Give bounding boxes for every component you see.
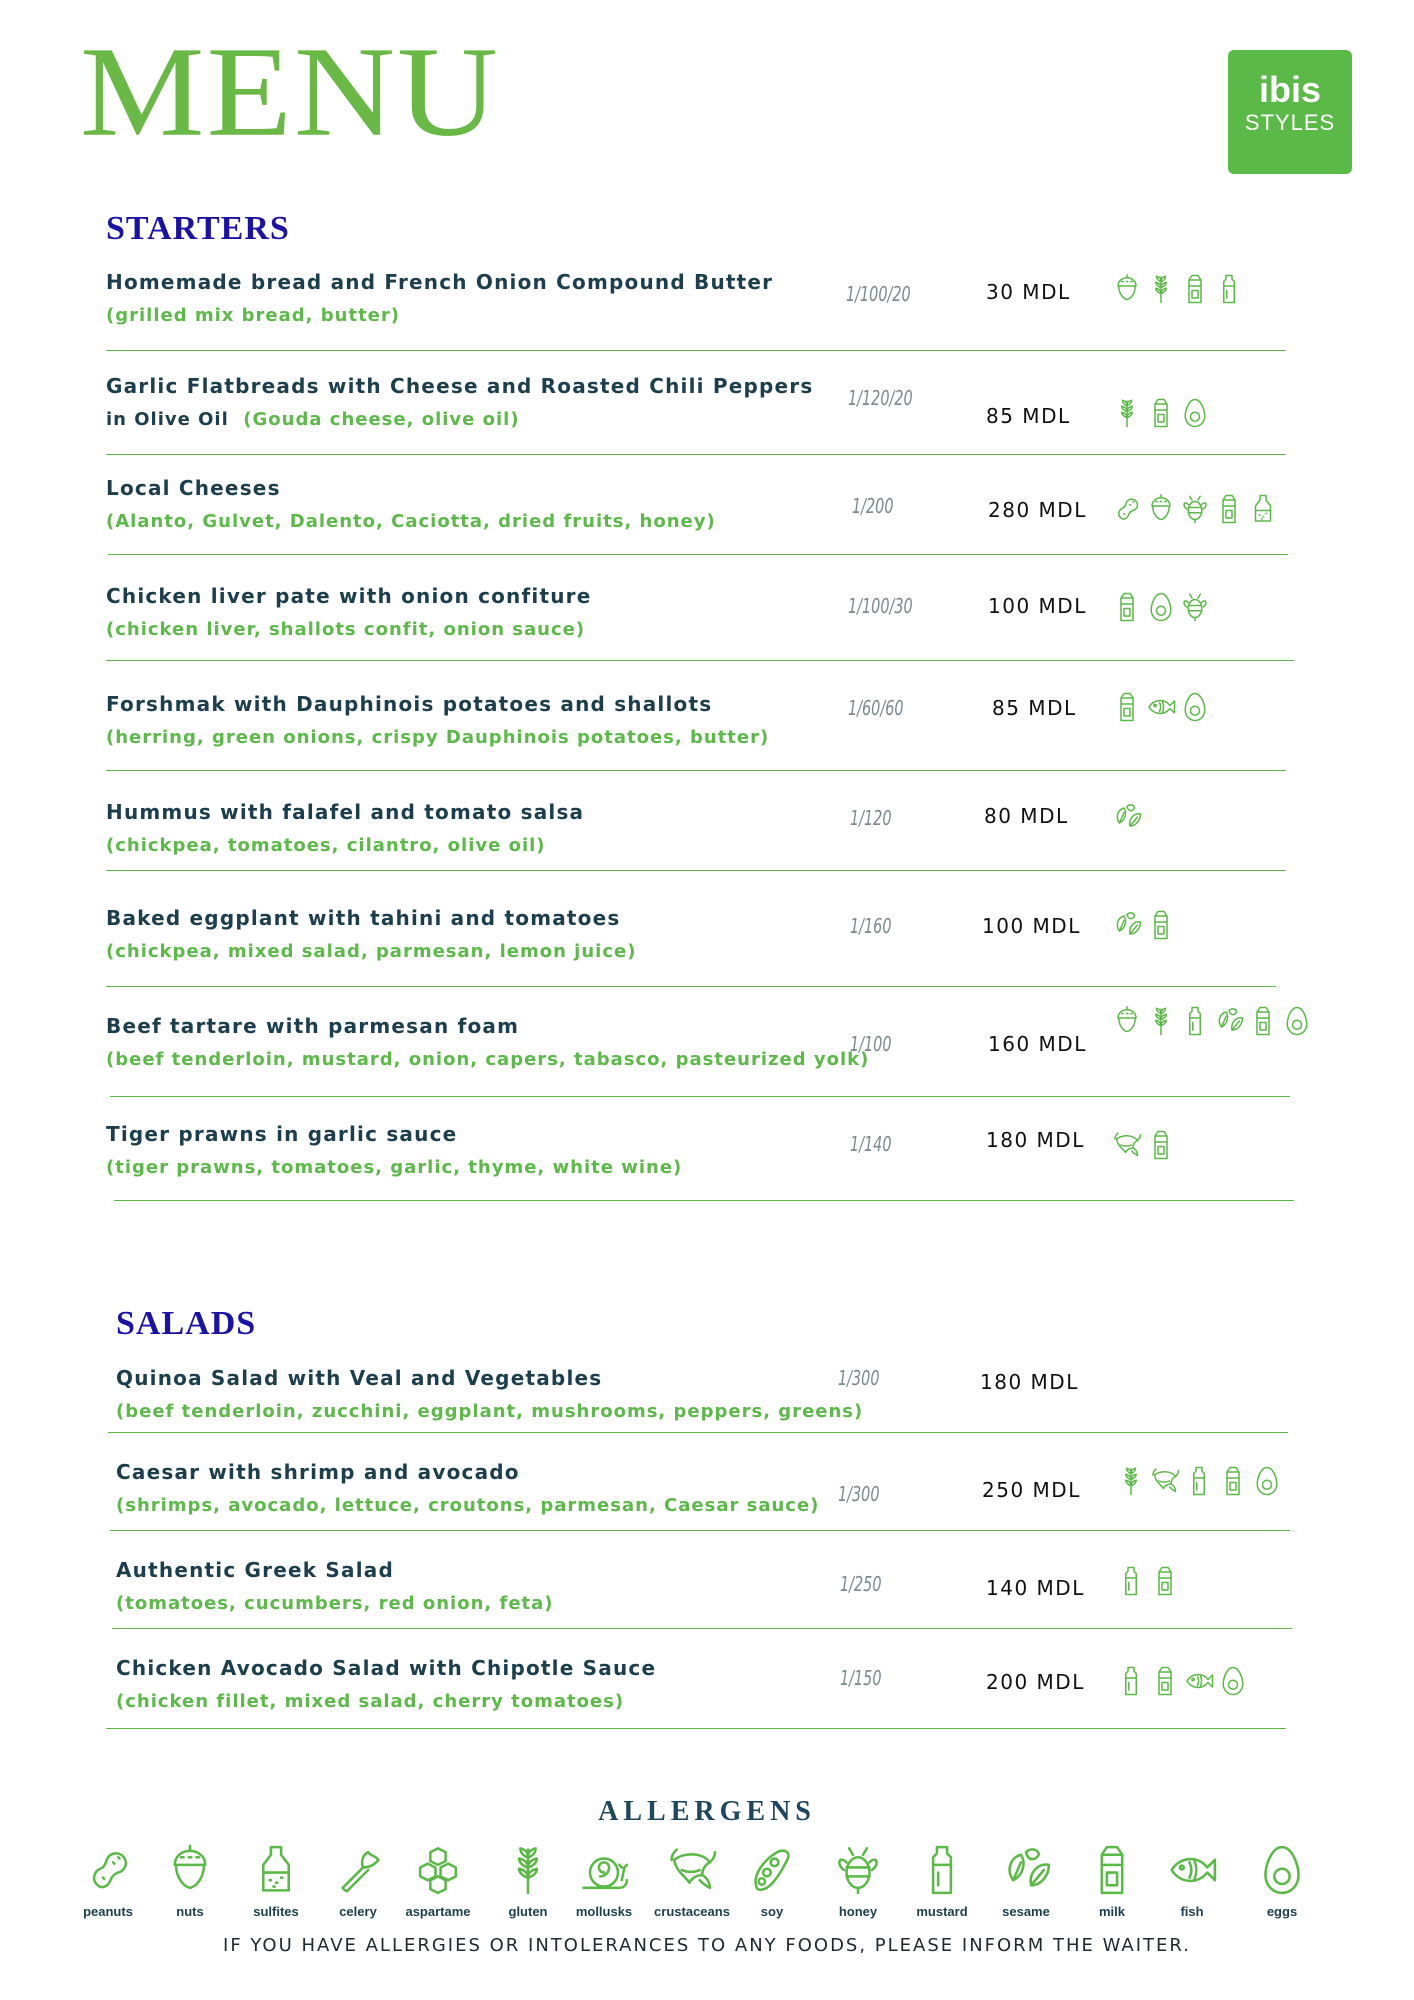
item-divider bbox=[106, 870, 1286, 871]
item-name: Beef tartare with parmesan foam bbox=[106, 1014, 520, 1038]
item-weight: 1/150 bbox=[840, 1666, 882, 1690]
eggs-icon bbox=[1218, 1664, 1248, 1698]
item-description bbox=[106, 727, 769, 748]
gluten-icon bbox=[1112, 396, 1142, 430]
menu-item bbox=[106, 682, 1346, 772]
menu-title: MENU bbox=[80, 20, 501, 164]
mollusks-icon bbox=[577, 1842, 631, 1898]
item-allergen-icons bbox=[1112, 272, 1244, 306]
item-price: 100 MDL bbox=[988, 594, 1087, 618]
item-description bbox=[106, 1049, 869, 1070]
item-name: Tiger prawns in garlic sauce bbox=[106, 1122, 458, 1146]
allergen-nuts bbox=[150, 1842, 230, 1919]
item-allergen-icons bbox=[1116, 1464, 1282, 1498]
sulfites-icon bbox=[1248, 492, 1278, 526]
eggs-icon bbox=[1146, 590, 1176, 624]
menu-item bbox=[106, 790, 1346, 880]
item-divider bbox=[106, 454, 1286, 455]
item-ingredients: (chicken fillet, mixed salad, cherry tomatoes) bbox=[116, 1691, 625, 1712]
item-weight: 1/300 bbox=[838, 1482, 880, 1506]
allergen-label: mollusks bbox=[575, 1904, 633, 1919]
allergen-honey bbox=[818, 1842, 898, 1919]
allergen-mollusks bbox=[564, 1842, 644, 1919]
menu-item bbox=[116, 1646, 1356, 1736]
item-price: 80 MDL bbox=[984, 804, 1069, 828]
item-price: 250 MDL bbox=[982, 1478, 1081, 1502]
logo-line-2: STYLES bbox=[1244, 110, 1336, 135]
mustard-icon bbox=[1180, 1004, 1210, 1038]
item-description bbox=[106, 941, 636, 962]
item-name: Chicken liver pate with onion confiture bbox=[106, 584, 592, 608]
allergen-crustaceans bbox=[652, 1842, 732, 1919]
item-description bbox=[106, 1157, 682, 1178]
allergen-label: nuts bbox=[176, 1904, 204, 1919]
gluten-icon bbox=[1116, 1464, 1146, 1498]
soy-icon bbox=[745, 1842, 799, 1898]
item-weight: 1/140 bbox=[850, 1132, 892, 1156]
item-price: 85 MDL bbox=[986, 404, 1071, 428]
item-price: 85 MDL bbox=[992, 696, 1077, 720]
milk-icon bbox=[1218, 1464, 1248, 1498]
nuts-icon bbox=[163, 1842, 217, 1898]
allergen-peanuts bbox=[68, 1842, 148, 1919]
item-divider bbox=[106, 986, 1276, 987]
menu-item bbox=[116, 1548, 1356, 1638]
crustaceans-icon bbox=[1112, 1128, 1142, 1162]
milk-icon bbox=[1248, 1004, 1278, 1038]
item-ingredients: (grilled mix bread, butter) bbox=[106, 305, 400, 326]
allergen-sesame bbox=[986, 1842, 1066, 1919]
peanuts-icon bbox=[1112, 492, 1142, 526]
item-divider bbox=[106, 350, 1286, 351]
item-ingredients: (Gouda cheese, olive oil) bbox=[243, 409, 520, 430]
mustard-icon bbox=[1116, 1664, 1146, 1698]
allergen-aspartame bbox=[398, 1842, 478, 1919]
milk-icon bbox=[1150, 1564, 1180, 1598]
item-price: 180 MDL bbox=[980, 1370, 1079, 1394]
allergen-celery bbox=[318, 1842, 398, 1919]
item-price: 30 MDL bbox=[986, 280, 1071, 304]
allergen-label: sulfites bbox=[253, 1904, 299, 1919]
allergens-title: ALLERGENS bbox=[598, 1796, 816, 1827]
item-weight: 1/60/60 bbox=[848, 696, 904, 720]
item-price: 200 MDL bbox=[986, 1670, 1085, 1694]
item-weight: 1/200 bbox=[852, 494, 894, 518]
item-price: 180 MDL bbox=[986, 1128, 1085, 1152]
item-name: Baked eggplant with tahini and tomatoes bbox=[106, 906, 621, 930]
item-allergen-icons bbox=[1112, 908, 1176, 942]
honey-icon bbox=[831, 1842, 885, 1898]
allergen-label: eggs bbox=[1266, 1904, 1298, 1919]
salads-title: SALADS bbox=[116, 1305, 257, 1342]
menu-item bbox=[106, 364, 1346, 454]
peanuts-icon bbox=[81, 1842, 135, 1898]
item-description bbox=[106, 835, 546, 856]
allergen-label: peanuts bbox=[83, 1904, 133, 1919]
fish-icon bbox=[1146, 690, 1176, 724]
crustaceans-icon bbox=[1150, 1464, 1180, 1498]
item-description bbox=[106, 409, 520, 430]
item-weight: 1/100/30 bbox=[848, 594, 913, 618]
item-price: 140 MDL bbox=[986, 1576, 1085, 1600]
item-ingredients: (chickpea, tomatoes, cilantro, olive oil) bbox=[106, 835, 546, 856]
item-allergen-icons bbox=[1112, 1128, 1176, 1162]
milk-icon bbox=[1180, 272, 1210, 306]
allergen-sulfites bbox=[236, 1842, 316, 1919]
eggs-icon bbox=[1180, 396, 1210, 430]
sesame-icon bbox=[1112, 908, 1142, 942]
menu-item bbox=[106, 1004, 1346, 1094]
item-allergen-icons bbox=[1116, 1564, 1180, 1598]
allergen-soy bbox=[732, 1842, 812, 1919]
allergen-label: mustard bbox=[916, 1904, 968, 1919]
item-ingredients: (beef tenderloin, zucchini, eggplant, mushrooms, peppers, greens) bbox=[116, 1401, 864, 1422]
mustard-icon bbox=[1116, 1564, 1146, 1598]
eggs-icon bbox=[1282, 1004, 1312, 1038]
starters-title: STARTERS bbox=[106, 210, 290, 247]
milk-icon bbox=[1146, 396, 1176, 430]
sesame-icon bbox=[999, 1842, 1053, 1898]
allergen-label: fish bbox=[1180, 1904, 1204, 1919]
eggs-icon bbox=[1255, 1842, 1309, 1898]
item-price: 280 MDL bbox=[988, 498, 1087, 522]
item-allergen-icons bbox=[1112, 800, 1142, 834]
eggs-icon bbox=[1252, 1464, 1282, 1498]
gluten-icon bbox=[1146, 1004, 1176, 1038]
nuts-icon bbox=[1146, 492, 1176, 526]
milk-icon bbox=[1146, 1128, 1176, 1162]
nuts-icon bbox=[1112, 1004, 1142, 1038]
item-weight: 1/160 bbox=[850, 914, 892, 938]
item-name: Authentic Greek Salad bbox=[116, 1558, 394, 1582]
allergen-label: milk bbox=[1098, 1904, 1125, 1919]
menu-item bbox=[106, 574, 1346, 664]
item-description bbox=[106, 511, 716, 532]
allergen-eggs bbox=[1242, 1842, 1322, 1919]
item-divider bbox=[108, 1432, 1288, 1433]
item-ingredients: (Alanto, Gulvet, Dalento, Caciotta, dried fruits, honey) bbox=[106, 511, 716, 532]
aspartame-icon bbox=[411, 1842, 465, 1898]
item-name: Caesar with shrimp and avocado bbox=[116, 1460, 520, 1484]
crustaceans-icon bbox=[665, 1842, 719, 1898]
allergen-milk bbox=[1072, 1842, 1152, 1919]
celery-icon bbox=[331, 1842, 385, 1898]
allergen-fish bbox=[1152, 1842, 1232, 1919]
gluten-icon bbox=[1146, 272, 1176, 306]
mustard-icon bbox=[1184, 1464, 1214, 1498]
item-divider bbox=[106, 660, 1294, 661]
item-weight: 1/300 bbox=[838, 1366, 880, 1390]
item-description bbox=[116, 1691, 624, 1712]
menu-item bbox=[106, 896, 1346, 986]
allergen-label: sesame bbox=[1002, 1904, 1050, 1919]
item-weight: 1/100/20 bbox=[846, 282, 911, 306]
mustard-icon bbox=[1214, 272, 1244, 306]
honey-icon bbox=[1180, 492, 1210, 526]
item-price: 160 MDL bbox=[988, 1032, 1087, 1056]
menu-item bbox=[106, 260, 1346, 350]
item-divider bbox=[112, 1628, 1292, 1629]
item-ingredients: (herring, green onions, crispy Dauphinois potatoes, butter) bbox=[106, 727, 770, 748]
allergen-label: soy bbox=[760, 1904, 784, 1919]
fish-icon bbox=[1184, 1664, 1214, 1698]
milk-icon bbox=[1085, 1842, 1139, 1898]
allergy-notice: IF YOU HAVE ALLERGIES OR INTOLERANCES TO ANY FOODS, PLEASE INFORM THE WAITER. bbox=[223, 1935, 1191, 1956]
item-name: Garlic Flatbreads with Cheese and Roasted Chili Peppers bbox=[106, 374, 814, 398]
item-divider bbox=[110, 1096, 1290, 1097]
honey-icon bbox=[1180, 590, 1210, 624]
item-weight: 1/120 bbox=[850, 806, 892, 830]
item-ingredients: (chickpea, mixed salad, parmesan, lemon juice) bbox=[106, 941, 637, 962]
item-description bbox=[116, 1495, 819, 1516]
mustard-icon bbox=[915, 1842, 969, 1898]
sulfites-icon bbox=[249, 1842, 303, 1898]
item-description bbox=[116, 1593, 554, 1614]
item-ingredients: (shrimps, avocado, lettuce, croutons, parmesan, Caesar sauce) bbox=[116, 1495, 820, 1516]
allergen-label: honey bbox=[838, 1904, 878, 1919]
item-weight: 1/250 bbox=[840, 1572, 882, 1596]
item-divider bbox=[110, 1530, 1290, 1531]
item-name: Chicken Avocado Salad with Chipotle Sauce bbox=[116, 1656, 657, 1680]
item-name-continued: in Olive Oil bbox=[106, 409, 229, 430]
item-weight: 1/100 bbox=[850, 1032, 892, 1056]
milk-icon bbox=[1150, 1664, 1180, 1698]
item-ingredients: (tiger prawns, tomatoes, garlic, thyme, white wine) bbox=[106, 1157, 683, 1178]
allergen-gluten bbox=[488, 1842, 568, 1919]
menu-item bbox=[106, 1112, 1346, 1202]
ibis-styles-logo bbox=[1228, 50, 1352, 174]
item-price: 100 MDL bbox=[982, 914, 1081, 938]
item-ingredients: (tomatoes, cucumbers, red onion, feta) bbox=[116, 1593, 554, 1614]
item-divider bbox=[108, 554, 1288, 555]
allergen-mustard bbox=[902, 1842, 982, 1919]
item-allergen-icons bbox=[1112, 492, 1278, 526]
item-description bbox=[106, 619, 585, 640]
menu-item bbox=[106, 466, 1346, 556]
fish-icon bbox=[1165, 1842, 1219, 1898]
milk-icon bbox=[1214, 492, 1244, 526]
item-name: Homemade bread and French Onion Compound Butter bbox=[106, 270, 774, 294]
gluten-icon bbox=[501, 1842, 555, 1898]
logo-line-1: ibis bbox=[1258, 69, 1321, 110]
item-description bbox=[116, 1401, 863, 1422]
item-description bbox=[106, 305, 400, 326]
item-divider bbox=[106, 1728, 1286, 1729]
sesame-icon bbox=[1214, 1004, 1244, 1038]
allergen-label: celery bbox=[339, 1904, 377, 1919]
allergen-label: gluten bbox=[508, 1904, 548, 1919]
item-allergen-icons bbox=[1112, 396, 1210, 430]
allergen-label: crustaceans bbox=[654, 1904, 730, 1919]
item-name: Quinoa Salad with Veal and Vegetables bbox=[116, 1366, 603, 1390]
item-name: Local Cheeses bbox=[106, 476, 281, 500]
menu-item bbox=[116, 1450, 1356, 1540]
item-allergen-icons bbox=[1112, 1004, 1312, 1038]
milk-icon bbox=[1112, 690, 1142, 724]
item-ingredients: (beef tenderloin, mustard, onion, capers, tabasco, pasteurized yolk) bbox=[106, 1049, 870, 1070]
milk-icon bbox=[1112, 590, 1142, 624]
item-allergen-icons bbox=[1112, 690, 1210, 724]
item-weight: 1/120/20 bbox=[848, 386, 913, 410]
item-allergen-icons bbox=[1112, 590, 1210, 624]
item-allergen-icons bbox=[1116, 1664, 1248, 1698]
item-name: Hummus with falafel and tomato salsa bbox=[106, 800, 585, 824]
item-name: Forshmak with Dauphinois potatoes and shallots bbox=[106, 692, 713, 716]
nuts-icon bbox=[1112, 272, 1142, 306]
item-divider bbox=[106, 770, 1286, 771]
eggs-icon bbox=[1180, 690, 1210, 724]
sesame-icon bbox=[1112, 800, 1142, 834]
milk-icon bbox=[1146, 908, 1176, 942]
item-divider bbox=[114, 1200, 1294, 1201]
allergen-label: aspartame bbox=[405, 1904, 471, 1919]
item-ingredients: (chicken liver, shallots confit, onion sauce) bbox=[106, 619, 586, 640]
